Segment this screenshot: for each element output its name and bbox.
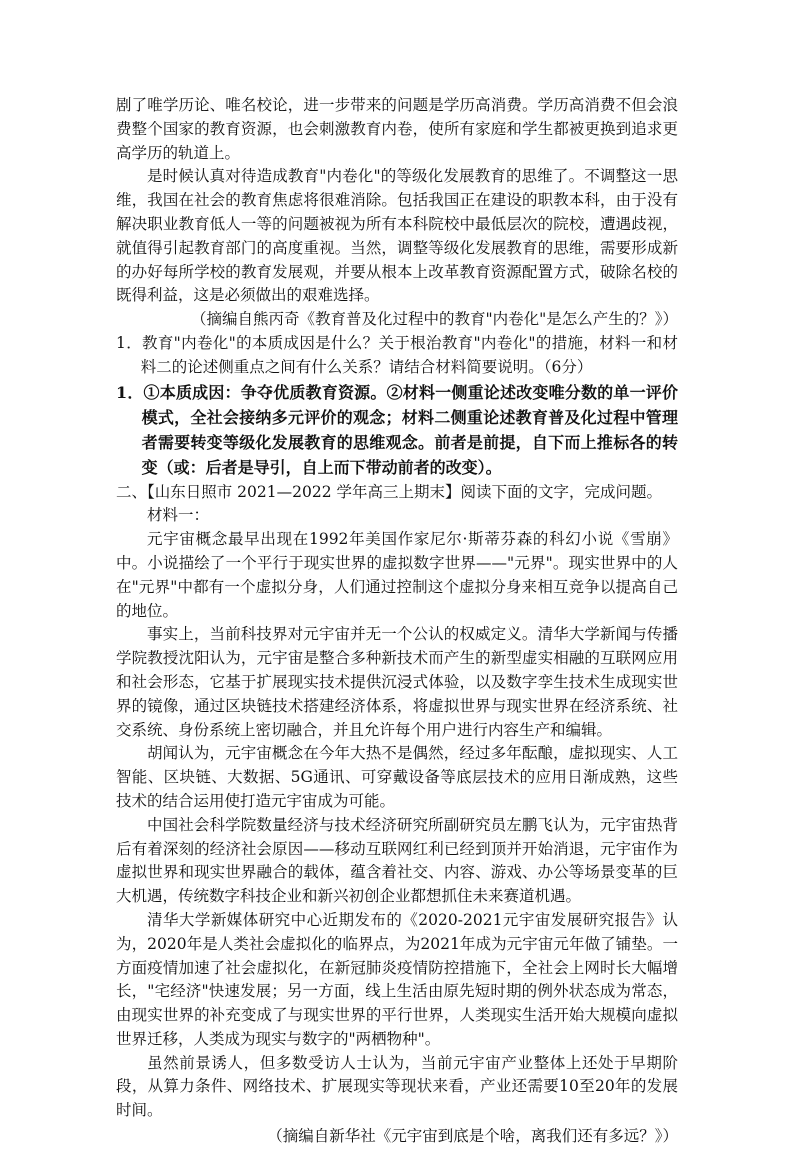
question: 1．教育"内卷化"的本质成因是什么？关于根治教育"内卷化"的措施，材料一和材料二的论述侧重点之间有什么关系？请结合材料简要说明。（6分） [116, 333, 678, 376]
paragraph-continued: 剧了唯学历论、唯名校论，进一步带来的问题是学历高消费。学历高消费不但会浪费整个国家的教育资源，也会刺激教育内卷，使所有家庭和学生都被更换到追求更高学历的轨道上。 [116, 96, 678, 162]
paragraph: 是时候认真对待造成教育"内卷化"的等级化发展教育的思维了。不调整这一思维，我国在社会的教育焦虑将很难消除。包括我国正在建设的职教本科，由于没有解决职业教育低人一等的问题被视为所有本科院校中最低层次的院校，遭遇歧视，就值得引起教育部门的高度重视。当然，调整等级化发展教育的思维，需要形成新的办好每所学校的教育发展观，并要从根本上改革教育资源配置方式，破除名校的既得利益，这是必须做出的艰难选择。 [116, 167, 678, 305]
paragraph: 虽然前景诱人，但多数受访人士认为，当前元宇宙产业整体上还处于早期阶段，从算力条件、网络技术、扩展现实等现状来看，产业还需要10至20年的发展时间。 [116, 1053, 678, 1120]
source-citation: （摘编自新华社《元宇宙到底是个啥，离我们还有多远？》） [267, 1127, 678, 1146]
paragraph: 元宇宙概念最早出现在1992年美国作家尼尔·斯蒂芬森的科幻小说《雪崩》中。小说描绘了一个平行于现实世界的虚拟数字世界——"元界"。现实世界中的人在"元界"中都有一个虚拟分身，人们通过控制这个虚拟分身来相互竞争以提高自己的地位。 [116, 530, 678, 620]
text-column [116, 94, 678, 1149]
paragraph: 胡闻认为，元宇宙概念在今年大热不是偶然，经过多年酝酿，虚拟现实、人工智能、区块链、大数据、5G通讯、可穿戴设备等底层技术的应用日渐成熟，这些技术的结合运用使打造元宇宙成为可能。 [116, 744, 678, 810]
material-label: 材料一： [147, 506, 210, 525]
paragraph: 清华大学新媒体研究中心近期发布的《2020-2021元宇宙发展研究报告》认为，2020年是人类社会虚拟化的临界点，为2021年成为元宇宙元年做了铺垫。一方面疫情加速了社会虚拟化，在新冠肺炎疫情防控措施下，全社会上网时长大幅增长，"宅经济"快速发展；另一方面，线上生活由原先短时期的例外状态成为常态，由现实世界的补充变成了与现实世界的平行世界，人类现实生活开始大规模向虚拟世界迁移，人类成为现实与数字的"两栖物种"。 [116, 910, 678, 1048]
answer: 1．①本质成因：争夺优质教育资源。②材料一侧重论述改变唯分数的单一评价模式，全社会接纳多元评价的观念；材料二侧重论述教育普及化过程中管理者需要转变等级化发展教育的思维观念。前者是前提，自下而上推标各的转变（或：后者是导引，自上而下带动前者的改变）。 [116, 382, 678, 477]
paragraph: 事实上，当前科技界对元宇宙并无一个公认的权威定义。清华大学新闻与传播学院教授沈阳认为，元宇宙是整合多种新技术而产生的新型虚实相融的互联网应用和社会形态，它基于扩展现实技术提供沉浸式体验，以及数字孪生技术生成现实世界的镜像，通过区块链技术搭建经济体系，将虚拟世界与现实世界在经济系统、社交系统、身份系统上密切融合，并且允许每个用户进行内容生产和编辑。 [116, 625, 678, 739]
source-citation: （摘编自熊丙奇《教育普及化过程中的教育"内卷化"是怎么产生的？》） [190, 310, 678, 329]
section-title: 二、【山东日照市 2021—2022 学年高三上期末】阅读下面的文字，完成问题。 [116, 482, 662, 501]
paragraph: 中国社会科学院数量经济与技术经济研究所副研究员左鹏飞认为，元宇宙热背后有着深刻的经济社会原因——移动互联网红利已经到顶并开始消退，元宇宙作为虚拟世界和现实世界融合的载体，蕴含着社交、内容、游戏、办公等场景变革的巨大机遇，传统数字科技企业和新兴初创企业都想抓住未来赛道机遇。 [116, 815, 678, 906]
